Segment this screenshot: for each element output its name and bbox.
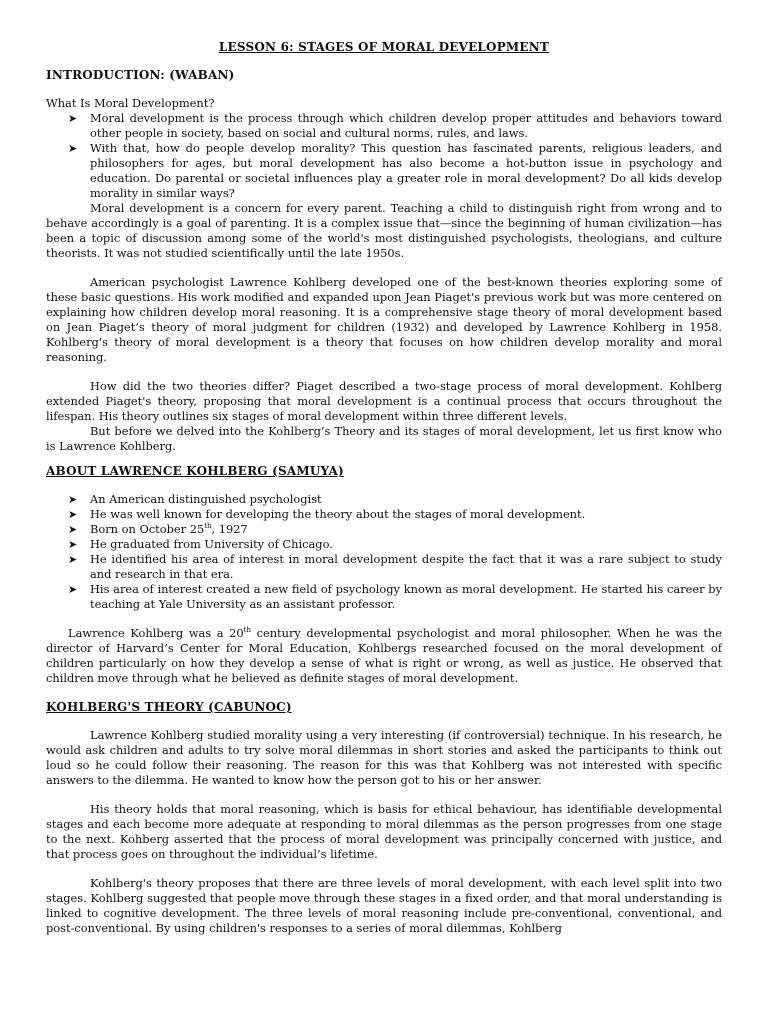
intro-paragraph: Moral development is a concern for every parent. Teaching a child to distinguish right from wrong and to behave accordingly is a goal of parenting. It is a complex issue that—since the beginning of human civilization—has been a topic of discussion among some of the world's most distinguished psychologists, theologians, and culture theorists. It was not studied scientifically until the late 1950s. bbox=[46, 201, 722, 260]
arrow-bullet-icon: ➤ bbox=[68, 508, 78, 521]
arrow-bullet-icon: ➤ bbox=[68, 523, 78, 536]
intro-heading: INTRODUCTION: (WABAN) bbox=[46, 68, 235, 82]
arrow-bullet-icon: ➤ bbox=[68, 493, 78, 506]
arrow-bullet-icon: ➤ bbox=[68, 553, 78, 566]
intro-question: What Is Moral Development? bbox=[46, 96, 215, 110]
list-item: ➤ With that, how do people develop morality? This question has fascinated parents, religious leaders, and philosophers for ages, but moral development has also become a hot-button issue in psychology and education. Do parental or societal influences play a greater role in moral development? Do all kids develop morality in similar ways? bbox=[68, 141, 722, 200]
about-heading: ABOUT LAWRENCE KOHLBERG (SAMUYA) bbox=[46, 464, 344, 478]
list-item: ➤ Moral development is the process through which children develop proper attitudes and behaviors toward other people in society, based on social and cultural norms, rules, and laws. bbox=[68, 111, 722, 140]
theory-heading: KOHLBERG'S THEORY (CABUNOC) bbox=[46, 700, 292, 714]
arrow-bullet-icon: ➤ bbox=[68, 142, 78, 155]
list-item: ➤ Born on October 25th, 1927 bbox=[68, 522, 248, 536]
intro-bullet-list bbox=[46, 111, 722, 201]
arrow-bullet-icon: ➤ bbox=[68, 583, 78, 596]
theory-paragraph: Kohlberg's theory proposes that there are three levels of moral development, with each level split into two stages. Kohlberg suggested that people move through these stages in a fixed order, and that moral understanding is linked to cognitive development. The three levels of moral reasoning include pre-conventional, conventional, and post-conventional. By using children's responses to a series of moral dilemmas, Kohlberg bbox=[46, 876, 722, 935]
theory-paragraph: His theory holds that moral reasoning, which is basis for ethical behaviour, has identifiable developmental stages and each become more adequate at responding to moral dilemmas as the person progresses from one stage to the next. Kohberg asserted that the process of moral development was principally concerned with justice, and that process goes on throughout the individual’s lifetime. bbox=[46, 802, 722, 861]
about-paragraph: Lawrence Kohlberg was a 20th century developmental psychologist and moral philosopher. When he was the director of Harvard’s Center for Moral Education, Kohlbergs researched focused on the moral development of children particularly on how they develop a sense of what is right or wrong, as well as justice. He observed that children move through what he believed as definite stages of moral development. bbox=[46, 626, 722, 685]
lesson-title: LESSON 6: STAGES OF MORAL DEVELOPMENT bbox=[218, 40, 550, 54]
intro-paragraph: But before we delved into the Kohlberg’s Theory and its stages of moral development, let us first know who is Lawrence Kohlberg. bbox=[46, 424, 722, 453]
about-bullet-list bbox=[46, 492, 722, 612]
arrow-bullet-icon: ➤ bbox=[68, 112, 78, 125]
theory-paragraph: Lawrence Kohlberg studied morality using a very interesting (if controversial) technique. In his research, he would ask children and adults to try solve moral dilemmas in short stories and asked the participants to think out loud so he could follow their reasoning. The reason for this was that Kohlberg was not interested with specific answers to the dilemma. He wanted to know how the person got to his or her answer. bbox=[46, 728, 722, 787]
arrow-bullet-icon: ➤ bbox=[68, 538, 78, 551]
intro-paragraph: How did the two theories differ? Piaget described a two-stage process of moral development. Kohlberg extended Piaget's theory, proposing that moral development is a continual process that occurs throughout the lifespan. His theory outlines six stages of moral development within three different levels. bbox=[46, 379, 722, 423]
list-item: ➤ His area of interest created a new field of psychology known as moral development. He started his career by teaching at Yale University as an assistant professor. bbox=[68, 582, 722, 611]
intro-paragraph: American psychologist Lawrence Kohlberg developed one of the best-known theories exploring some of these basic questions. His work modified and expanded upon Jean Piaget's previous work but was more centered on explaining how children develop moral reasoning. It is a comprehensive stage theory of moral development based on Jean Piaget’s theory of moral judgment for children (1932) and developed by Lawrence Kohlberg in 1958. Kohlberg's theory of moral development is a theory that focuses on how children develop morality and moral reasoning. bbox=[46, 275, 722, 364]
list-item: ➤ He identified his area of interest in moral development despite the fact that it was a rare subject to study and research in that era. bbox=[68, 552, 722, 581]
list-item: ➤ An American distinguished psychologist bbox=[68, 492, 322, 506]
list-item: ➤ He was well known for developing the theory about the stages of moral development. bbox=[68, 507, 586, 521]
list-item: ➤ He graduated from University of Chicago. bbox=[68, 537, 333, 551]
